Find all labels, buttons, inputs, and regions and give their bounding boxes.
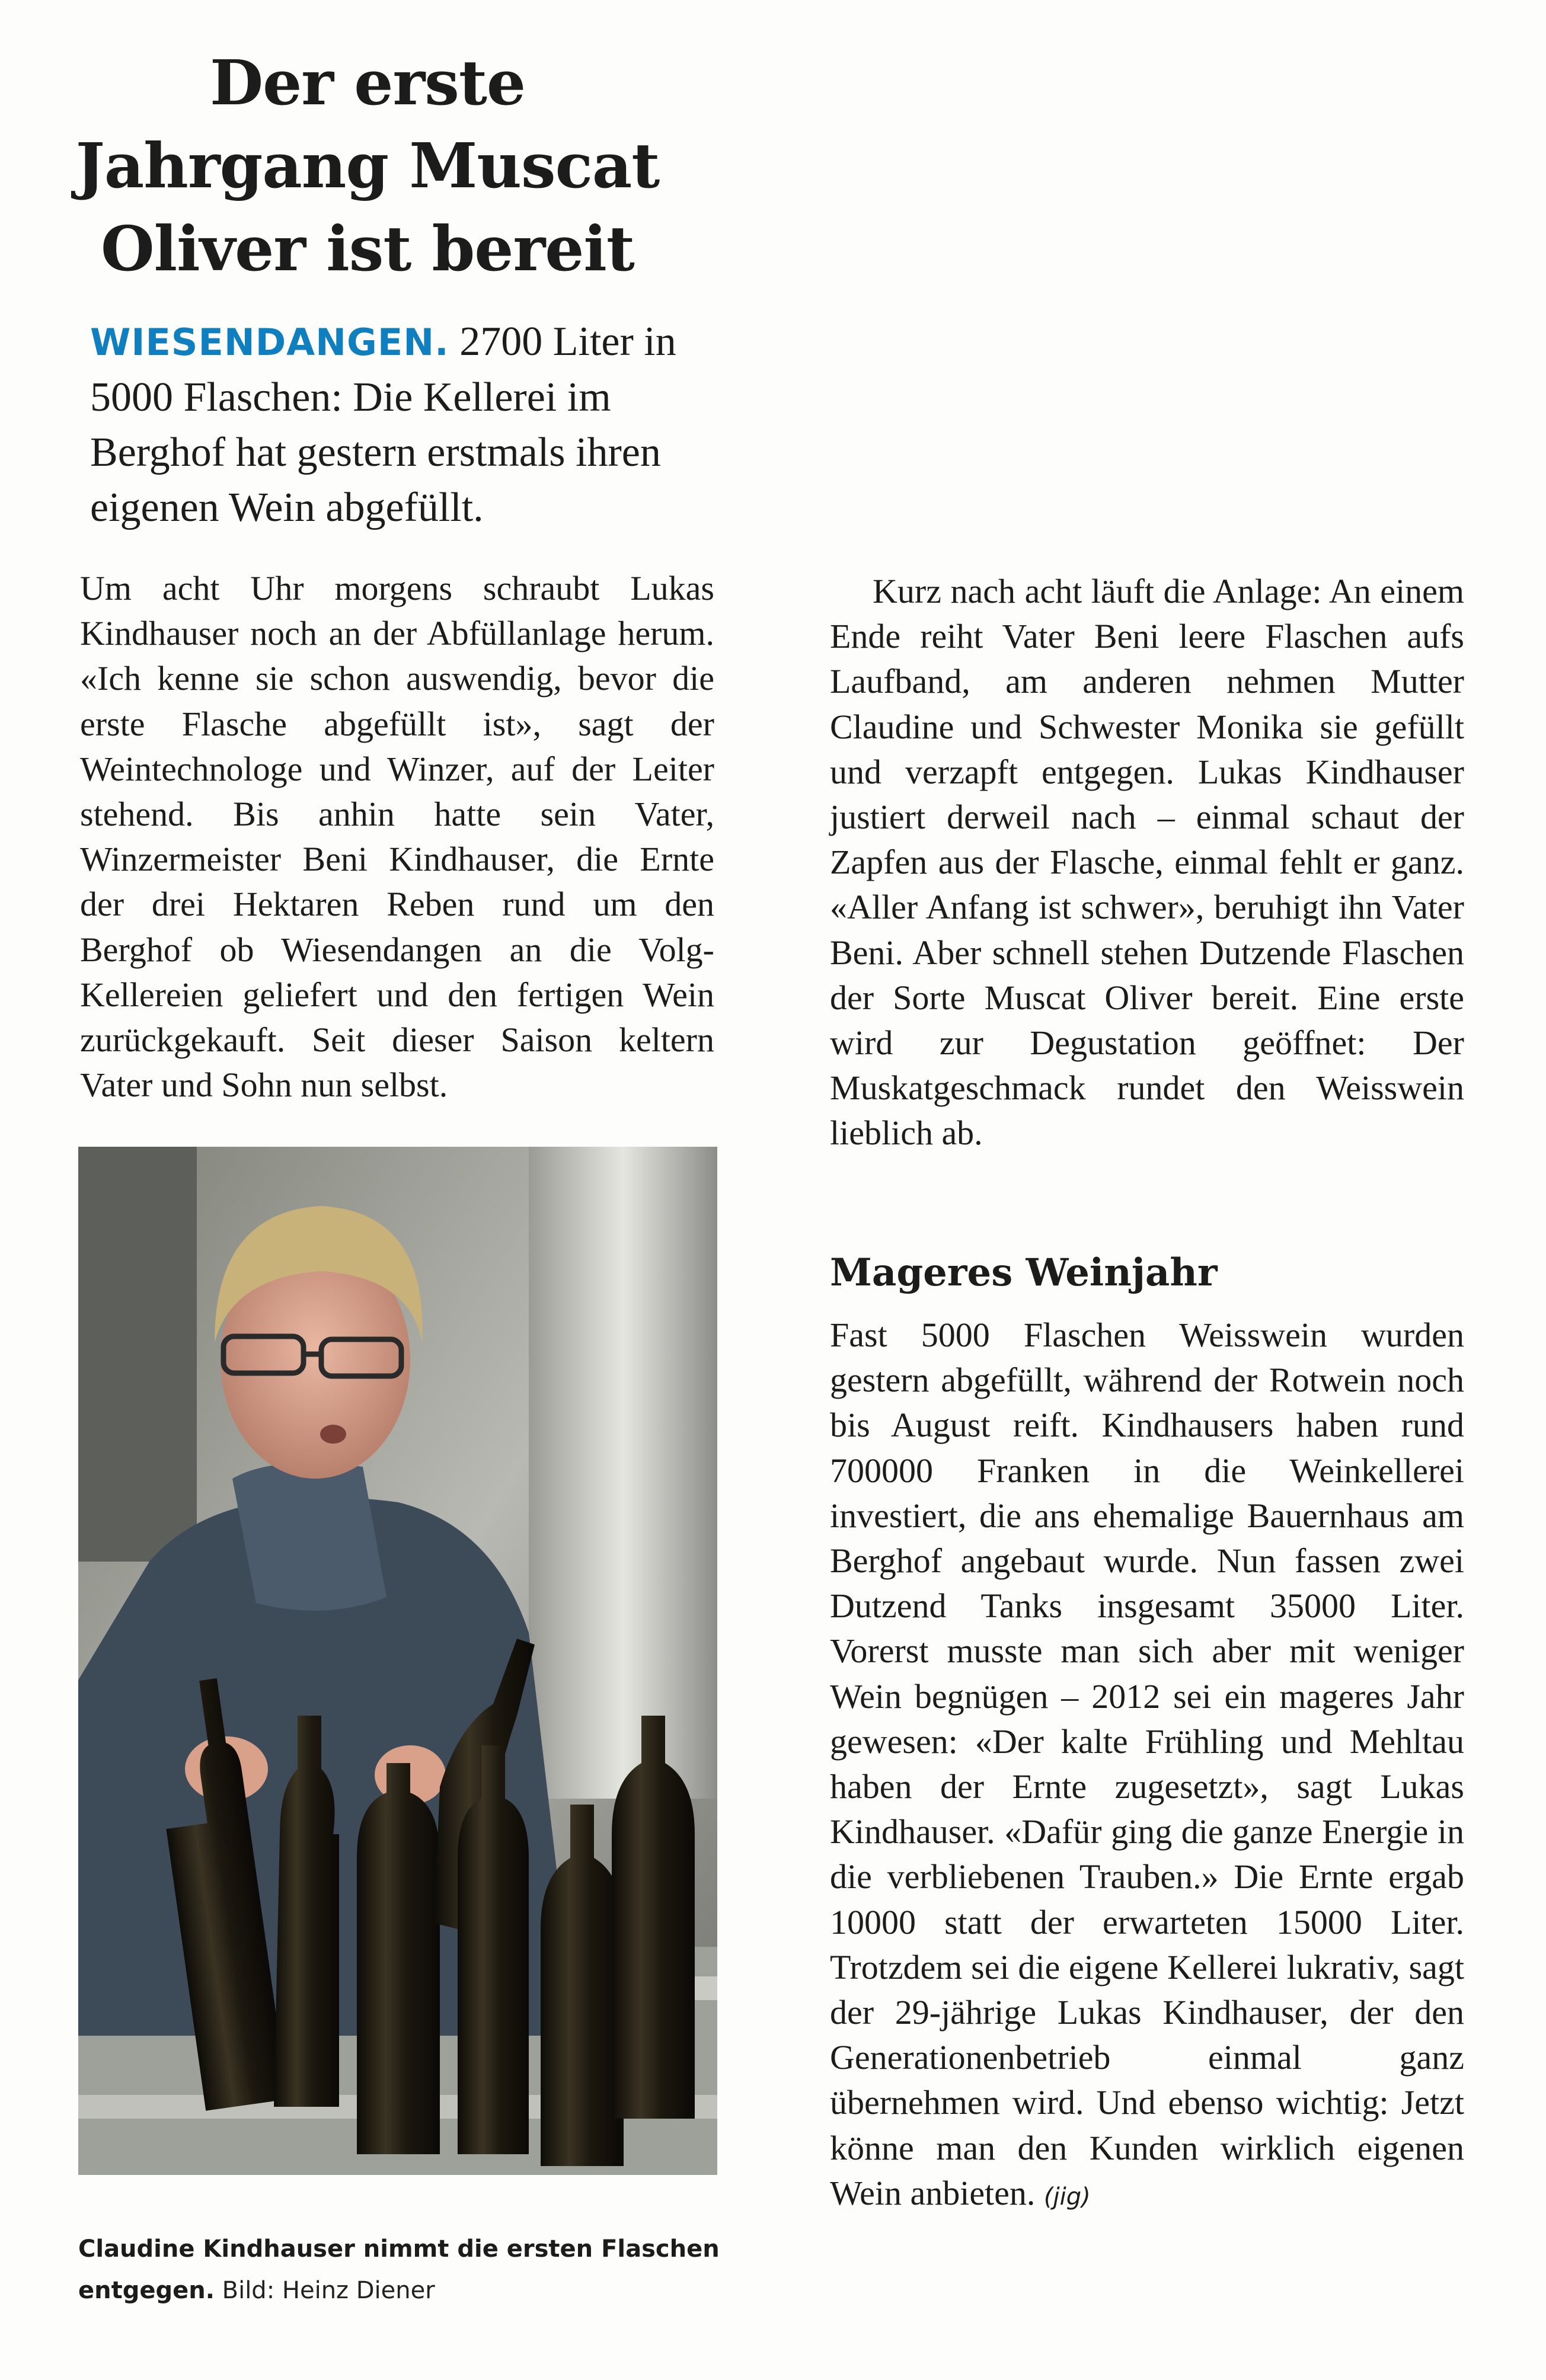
subheading: Mageres Weinjahr xyxy=(830,1250,1218,1295)
author-tag: (jig) xyxy=(1043,2183,1091,2211)
body-text: Fast 5000 Flaschen Weisswein wurden gestern abgefüllt, während der Rotwein noch bis August reift. Kindhausers haben rund 700000 Franken in die Weinkellerei investiert, die ans ehemalige Bauernhaus am Berghof angebaut wurde. Nun fassen zwei Dutzend Tanks insgesamt 35000 Liter. Vorerst musste man sich aber mit weniger Wein begnügen – 2012 sei ein mageres Jahr gewesen: «Der kalte Frühling und Mehltau haben der Ernte zugesetzt», sagt Lukas Kindhauser. «Dafür ging die ganze Energie in die verbliebenen Trauben.» Die Ernte ergab 10000 statt der erwarteten 15000 Liter. Trotzdem sei die eigene Kellerei lukrativ, sagt der 29-jährige Lukas Kindhauser, der den Generationenbetrieb einmal ganz übernehmen wird. Und ebenso wichtig: Jetzt könne man den Kunden wirklich eigenen Wein anbieten. xyxy=(830,1316,1464,2212)
headline-line: Der erste xyxy=(209,46,526,119)
lead-paragraph xyxy=(90,314,695,535)
lead-text: 2700 Liter in 5000 Flaschen: Die Kellerei im Berghof hat gestern erstmals ihren eigenen Wein abgefüllt. xyxy=(90,319,676,530)
photo-caption xyxy=(78,2228,742,2311)
body-column-right-lower xyxy=(830,1313,1464,2219)
headline-line: Oliver ist bereit xyxy=(101,212,634,285)
body-paragraph xyxy=(830,1313,1464,2219)
headline-line: Jahrgang Muscat xyxy=(75,129,660,202)
headline xyxy=(59,41,676,290)
body-paragraph: Kurz nach acht läuft die Anlage: An einem Ende reiht Vater Beni leere Flaschen aufs Laufband, am anderen nehmen Mutter Claudine und Schwester Monika sie gefüllt und verzapft entgegen. Lukas Kindhauser justiert derweil nach – einmal schaut der Zapfen aus der Flasche, einmal fehlt er ganz. «Aller Anfang ist schwer», beruhigt ihn Vater Beni. Aber schnell stehen Dutzende Flaschen der Sorte Muscat Oliver bereit. Eine erste wird zur Degustation geöffnet: Der Muskatgeschmack rundet den Weisswein lieblich ab. xyxy=(830,572,1464,1153)
photo-credit: Bild: Heinz Diener xyxy=(222,2277,435,2304)
body-column-left xyxy=(80,566,714,1108)
body-paragraph: Um acht Uhr morgens schraubt Lukas Kindhauser noch an der Abfüllanlage herum. «Ich kenne sie schon auswendig, bevor die erste Flasche abgefüllt ist», sagt der Weintechnologe und Winzer, auf der Leiter stehend. Bis anhin hatte sein Vater, Winzermeister Beni Kindhauser, die Ernte der drei Hektaren Reben rund um den Berghof ob Wiesendangen an die Volg-Kellereien geliefert und den fertigen Wein zurückgekauft. Seit dieser Saison keltern Vater und Sohn nun selbst. xyxy=(80,569,714,1105)
dateline: WIESENDANGEN. xyxy=(90,321,449,364)
article-photo xyxy=(78,1147,717,2175)
body-column-right xyxy=(830,569,1464,1156)
caption-text: Claudine Kindhauser nimmt die ersten Flaschen entgegen. xyxy=(78,2235,720,2304)
